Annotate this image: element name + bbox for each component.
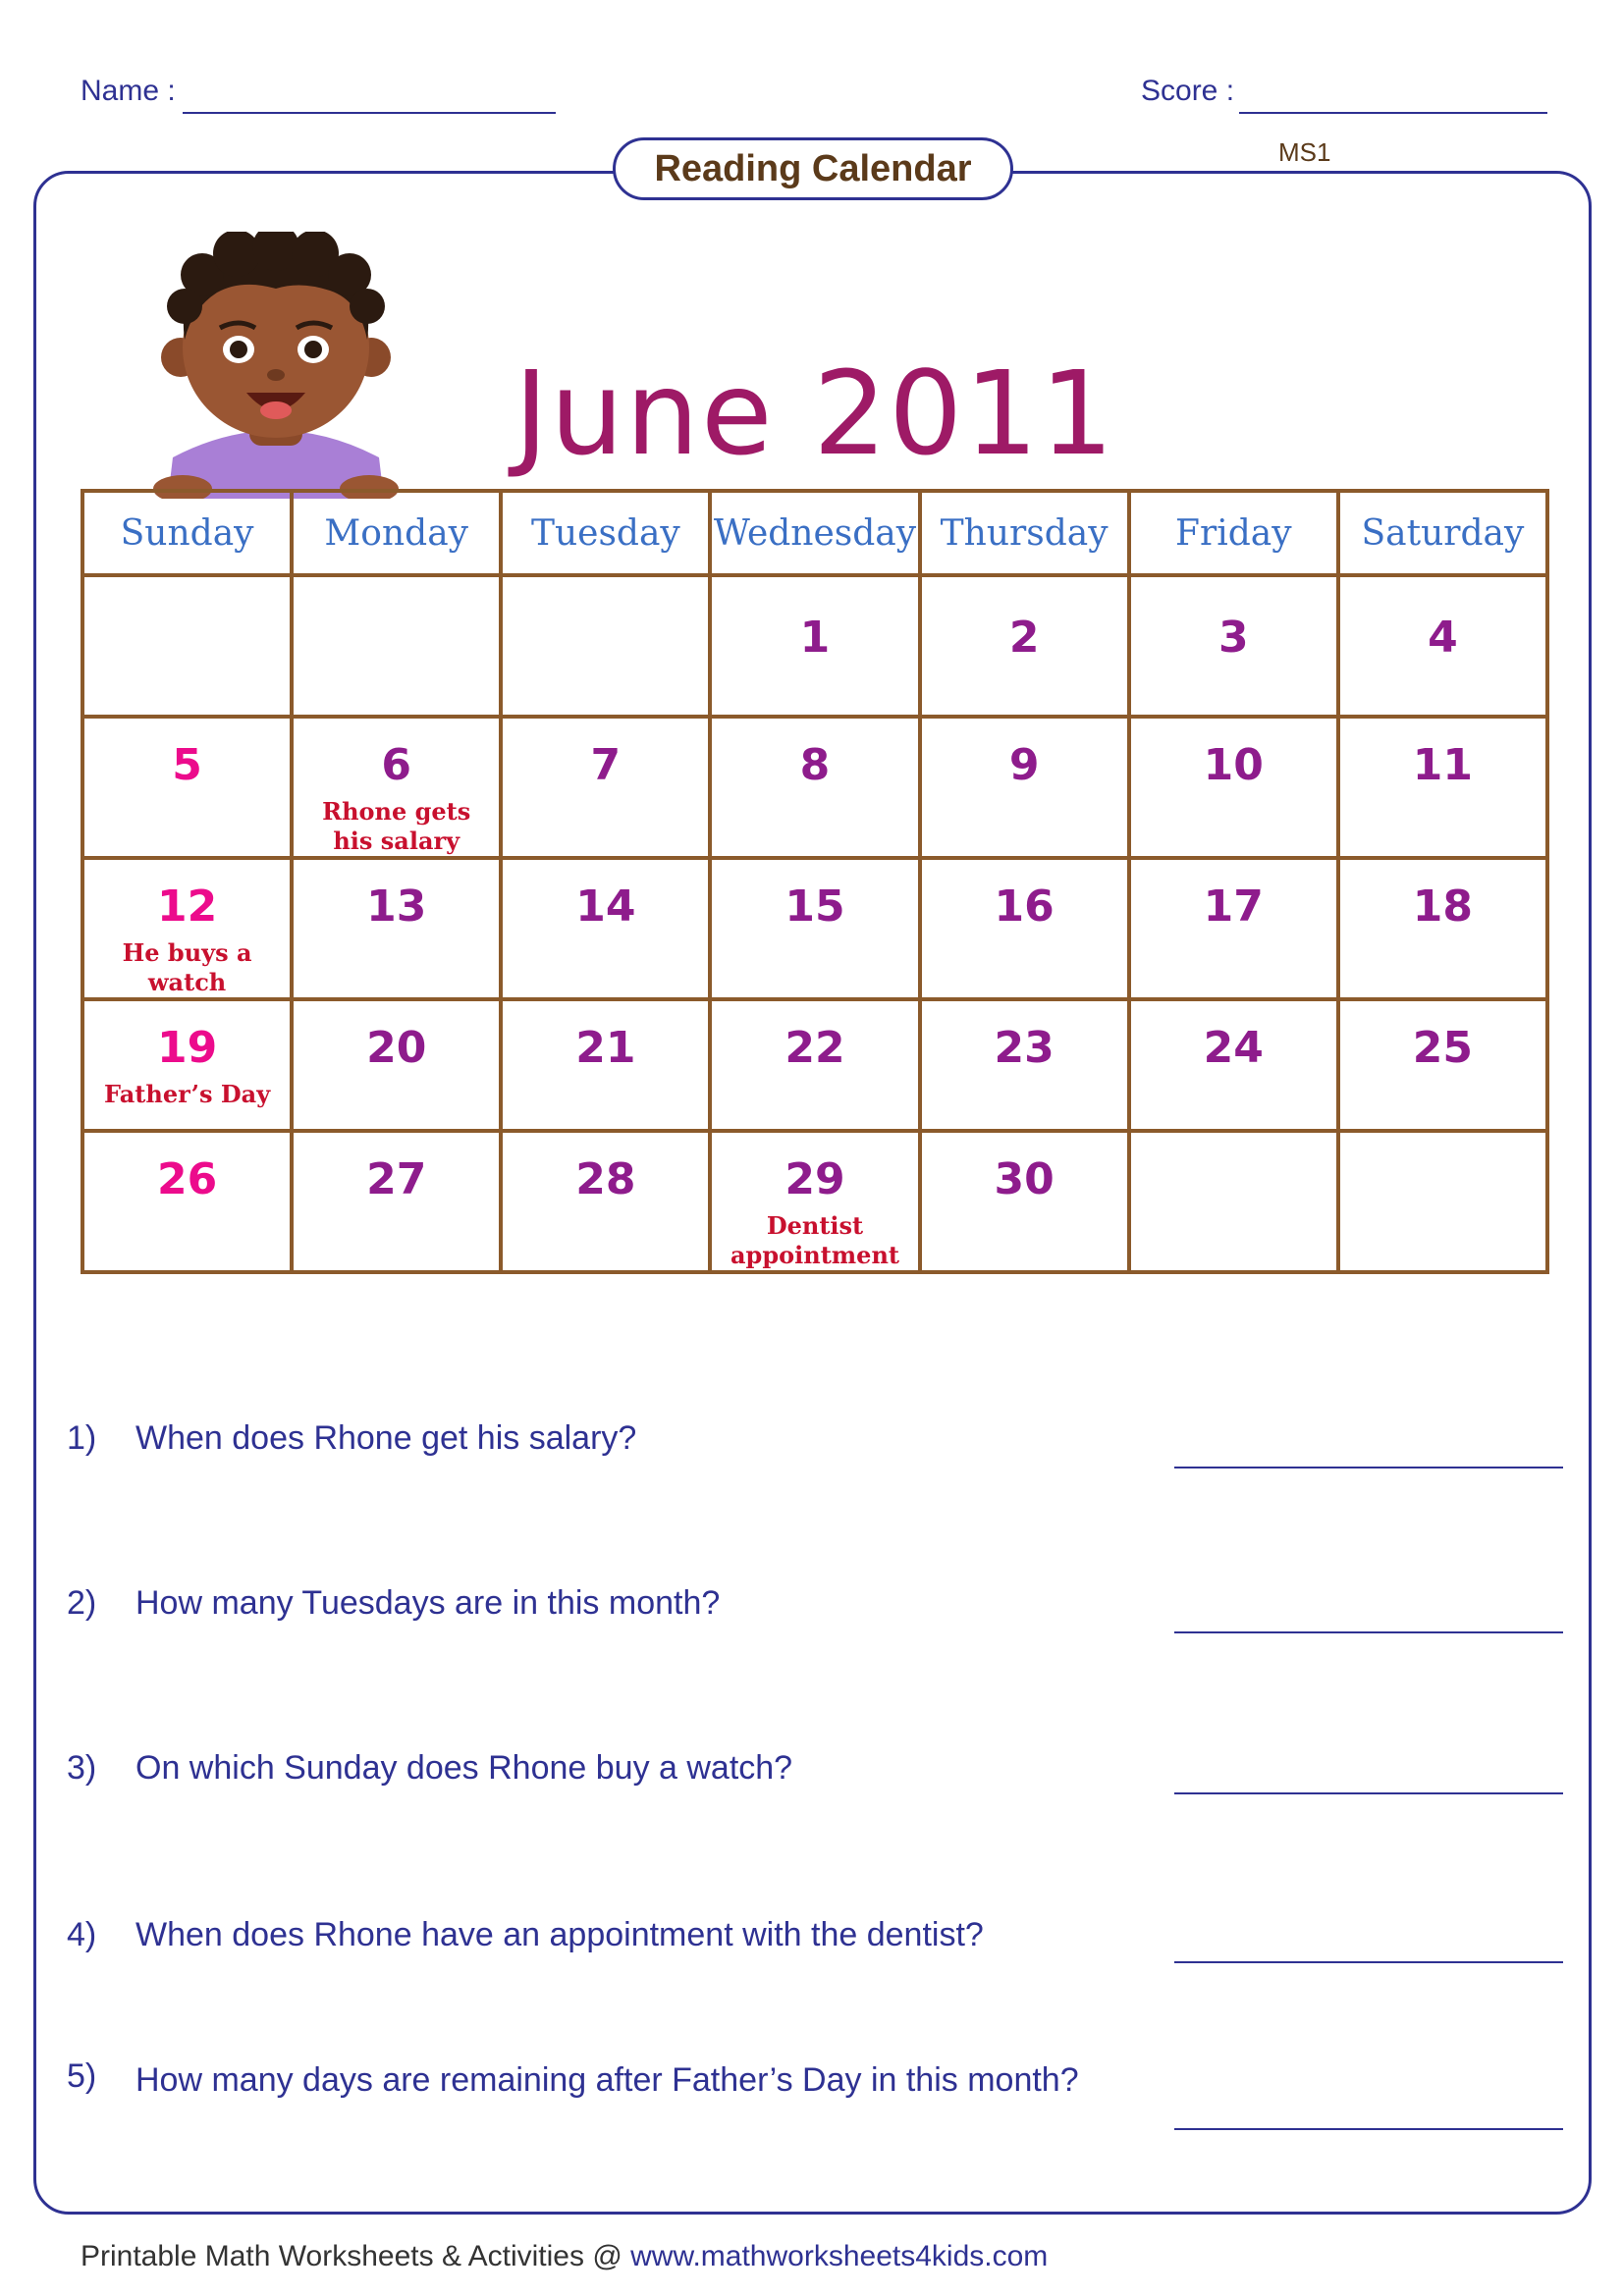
calendar-cell — [1338, 858, 1547, 999]
date-number: 17 — [1203, 881, 1264, 932]
date-number: 22 — [784, 1023, 845, 1073]
worksheet-code: MS1 — [1278, 137, 1331, 167]
name-label: Name : — [81, 75, 176, 107]
question-2 — [67, 1584, 720, 1623]
calendar-cell — [292, 575, 501, 717]
footer — [81, 2240, 1048, 2273]
date-number: 10 — [1203, 740, 1264, 790]
event-note: Dentist appointment — [730, 1211, 899, 1269]
calendar-cell — [1338, 575, 1547, 717]
date-number: 24 — [1203, 1023, 1264, 1073]
name-field[interactable] — [183, 112, 556, 114]
date-number: 20 — [366, 1023, 427, 1073]
day-header: Tuesday — [501, 491, 710, 575]
calendar-cell — [710, 999, 919, 1131]
date-number: 7 — [590, 740, 622, 790]
day-header: Monday — [292, 491, 501, 575]
calendar-cell — [1129, 717, 1338, 858]
question-number: 3) — [67, 1749, 97, 1787]
footer-text: Printable Math Worksheets & Activities @ — [81, 2240, 631, 2272]
event-note: Father’s Day — [104, 1080, 271, 1108]
date-number: 16 — [994, 881, 1055, 932]
day-header: Friday — [1129, 491, 1338, 575]
calendar-cell — [710, 575, 919, 717]
question-number: 5) — [67, 2057, 97, 2095]
calendar-cell — [292, 717, 501, 858]
calendar-cell — [501, 575, 710, 717]
footer-link[interactable]: www.mathworksheets4kids.com — [630, 2240, 1049, 2272]
question-1 — [67, 1419, 636, 1458]
date-number: 4 — [1428, 613, 1458, 663]
date-number: 11 — [1412, 740, 1474, 790]
calendar-cell — [1129, 1131, 1338, 1272]
calendar-cell — [501, 858, 710, 999]
score-field[interactable] — [1239, 112, 1547, 114]
answer-line-2[interactable] — [1174, 1631, 1563, 1633]
calendar-cell — [710, 717, 919, 858]
date-number: 19 — [156, 1023, 218, 1073]
calendar-cell — [920, 999, 1129, 1131]
answer-line-4[interactable] — [1174, 1961, 1563, 1963]
question-text: When does Rhone get his salary? — [135, 1419, 637, 1457]
date-number: 8 — [799, 740, 831, 790]
date-number: 9 — [1008, 740, 1040, 790]
calendar-cell — [1129, 999, 1338, 1131]
question-text: How many days are remaining after Father’s Day in this month? — [135, 2061, 1079, 2099]
calendar-cell — [920, 858, 1129, 999]
calendar-cell — [920, 575, 1129, 717]
date-number: 13 — [366, 881, 427, 932]
date-number: 15 — [784, 881, 845, 932]
question-number: 1) — [67, 1419, 97, 1457]
question-text: On which Sunday does Rhone buy a watch? — [135, 1749, 793, 1787]
calendar-cell — [292, 858, 501, 999]
day-header: Saturday — [1338, 491, 1547, 575]
month-title: June 2011 — [514, 346, 1116, 481]
date-number: 30 — [994, 1154, 1055, 1204]
date-number: 5 — [172, 740, 202, 790]
date-number: 26 — [156, 1154, 218, 1204]
date-number: 2 — [1008, 613, 1040, 663]
calendar-cell — [82, 858, 292, 999]
day-header: Thursday — [920, 491, 1129, 575]
day-header: Wednesday — [710, 491, 919, 575]
calendar-cell — [710, 1131, 919, 1272]
question-3 — [67, 1749, 792, 1788]
date-number: 3 — [1217, 613, 1249, 663]
answer-line-1[interactable] — [1174, 1467, 1563, 1468]
date-number: 28 — [575, 1154, 636, 1204]
calendar-cell — [920, 717, 1129, 858]
worksheet-title: Reading Calendar — [613, 137, 1013, 200]
calendar-cell — [1338, 999, 1547, 1131]
calendar-cell — [501, 1131, 710, 1272]
date-number: 29 — [784, 1154, 845, 1204]
calendar-cell — [501, 717, 710, 858]
date-number: 25 — [1412, 1023, 1474, 1073]
calendar-cell — [82, 999, 292, 1131]
calendar-cell — [292, 999, 501, 1131]
answer-line-5[interactable] — [1174, 2128, 1563, 2130]
question-text: When does Rhone have an appointment with the dentist? — [135, 1916, 984, 1953]
date-number: 1 — [799, 613, 831, 663]
calendar-grid — [81, 489, 1549, 1274]
calendar-cell — [82, 575, 292, 717]
date-number: 23 — [994, 1023, 1055, 1073]
calendar-cell — [82, 717, 292, 858]
question-number: 2) — [67, 1584, 97, 1622]
question-5 — [67, 2057, 1098, 2103]
date-number: 6 — [381, 740, 412, 790]
calendar-cell — [1129, 575, 1338, 717]
calendar-cell — [710, 858, 919, 999]
event-note: He buys a watch — [122, 938, 252, 996]
calendar-cell — [1338, 717, 1547, 858]
calendar-cell — [1338, 1131, 1547, 1272]
question-4 — [67, 1916, 984, 1954]
day-header: Sunday — [82, 491, 292, 575]
calendar-cell — [501, 999, 710, 1131]
question-text: How many Tuesdays are in this month? — [135, 1584, 721, 1622]
date-number: 18 — [1412, 881, 1474, 932]
calendar-cell — [920, 1131, 1129, 1272]
calendar-cell — [82, 1131, 292, 1272]
question-number: 4) — [67, 1916, 97, 1953]
date-number: 12 — [156, 881, 218, 932]
score-label: Score : — [1141, 75, 1235, 107]
calendar-cell — [1129, 858, 1338, 999]
answer-line-3[interactable] — [1174, 1792, 1563, 1794]
date-number: 27 — [366, 1154, 427, 1204]
boy-illustration — [134, 232, 418, 499]
calendar-cell — [292, 1131, 501, 1272]
date-number: 21 — [575, 1023, 636, 1073]
event-note: Rhone gets his salary — [322, 797, 471, 855]
date-number: 14 — [575, 881, 636, 932]
